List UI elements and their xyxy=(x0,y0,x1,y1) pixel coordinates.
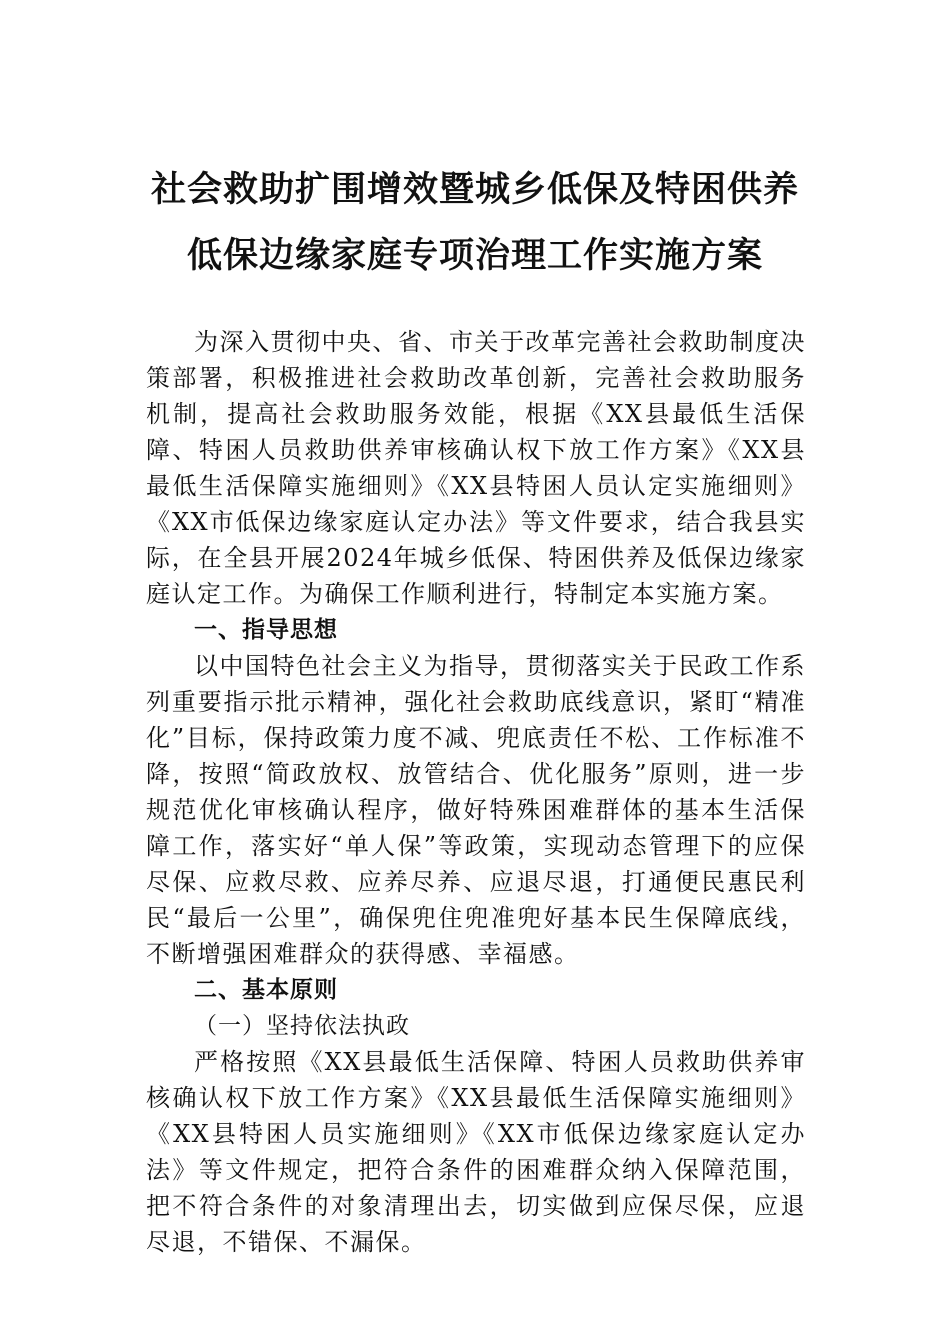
section-heading-basic-principles: 二、基本原则 xyxy=(194,977,338,1003)
section-heading-guiding-ideology: 一、指导思想 xyxy=(194,617,338,643)
document-title-line-1: 社会救助扩围增效暨城乡低保及特困供养 xyxy=(150,170,799,210)
rule-of-law-paragraph: 严格按照《XX县最低生活保障、特困人员救助供养审核确认权下放工作方案》《XX县最低生活保障实施细则》《XX县特困人员实施细则》《XX市低保边缘家庭认定办法》等文件规定，把符合条件的困难群众纳入保障范围，把不符合条件的对象清理出去，切实做到应保尽保，应退尽退，不错保、不漏保。 xyxy=(146,1048,806,1256)
document-body xyxy=(146,324,806,1260)
subsection-heading-rule-of-law: （一）坚持依法执政 xyxy=(194,1013,410,1039)
document-title-line-2: 低保边缘家庭专项治理工作实施方案 xyxy=(186,236,763,276)
guiding-ideology-paragraph: 以中国特色社会主义为指导，贯彻落实关于民政工作系列重要指示批示精神，强化社会救助底线意识，紧盯“精准化”目标，保持政策力度不减、兜底责任不松、工作标准不降，按照“简政放权、放管结合、优化服务”原则，进一步规范优化审核确认程序，做好特殊困难群体的基本生活保障工作，落实好“单人保”等政策，实现动态管理下的应保尽保、应救尽救、应养尽养、应退尽退，打通便民惠民利民“最后一公里”，确保兜住兜准兜好基本民生保障底线，不断增强困难群众的获得感、幸福感。 xyxy=(146,652,806,968)
intro-paragraph: 为深入贯彻中央、省、市关于改革完善社会救助制度决策部署，积极推进社会救助改革创新，完善社会救助服务机制，提高社会救助服务效能，根据《XX县最低生活保障、特困人员救助供养审核确认权下放工作方案》《XX县最低生活保障实施细则》《XX县特困人员认定实施细则》《XX市低保边缘家庭认定办法》等文件要求，结合我县实际，在全县开展2024年城乡低保、特困供养及低保边缘家庭认定工作。为确保工作顺利进行，特制定本实施方案。 xyxy=(146,328,806,608)
